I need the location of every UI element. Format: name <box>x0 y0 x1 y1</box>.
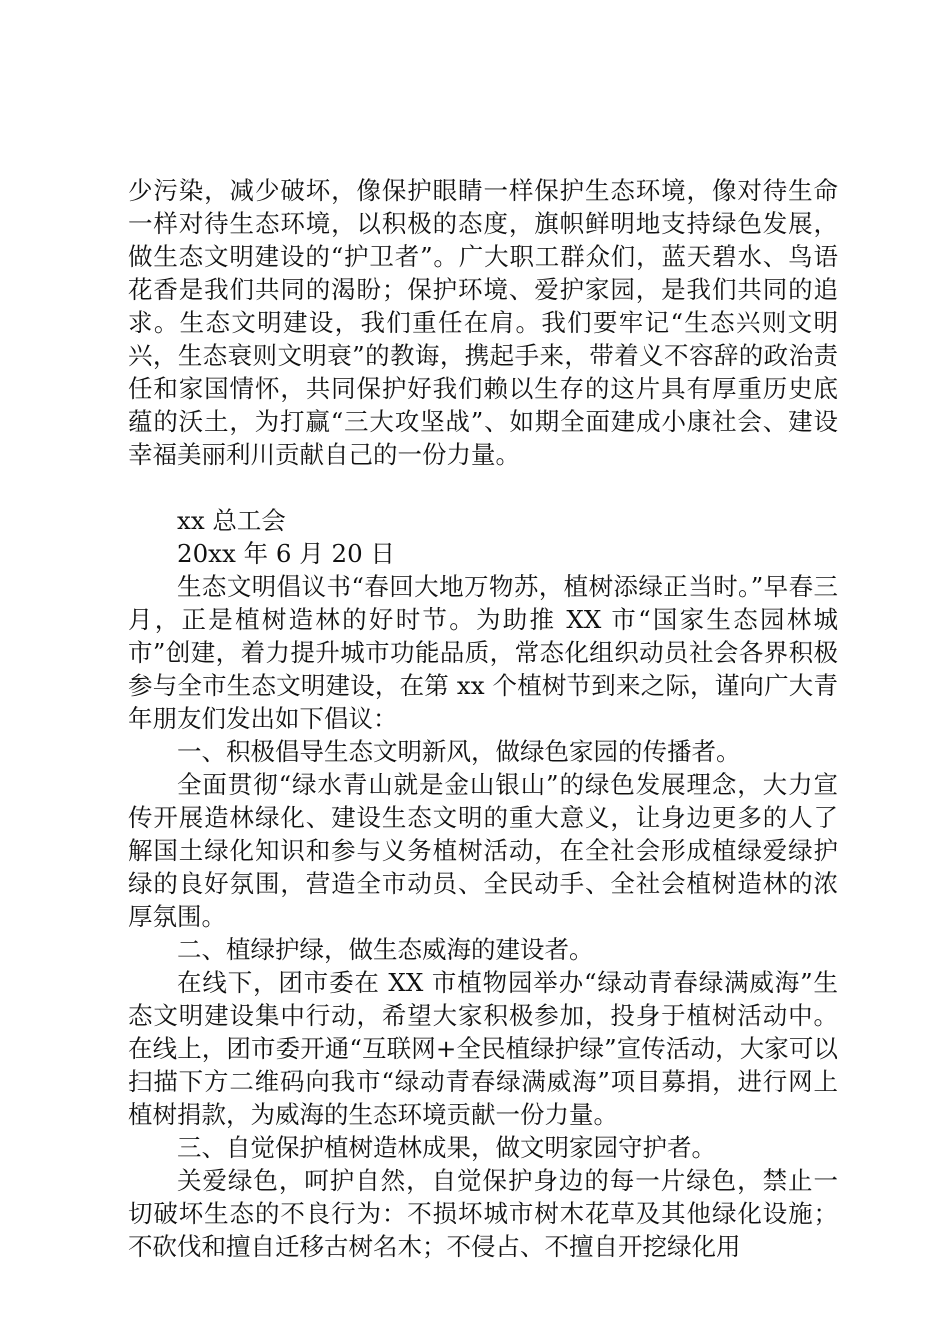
signature-org: xx 总工会 <box>177 506 286 535</box>
document-body <box>128 174 838 1263</box>
signature-date: 20xx 年 6 月 20 日 <box>177 539 396 568</box>
paragraph-intro: 生态文明倡议书“春回大地万物苏，植树添绿正当时。”早春三月，正是植树造林的好时节。为助推 XX 市“国家生态园林城市”创建，着力提升城市功能品质，常态化组织动员社会各界积极参与全市生态文明建设，在第 xx 个植树节到来之际，谨向广大青年朋友们发出如下倡议： <box>128 572 838 733</box>
section-heading-1: 一、积极倡导生态文明新风，做绿色家园的传播者。 <box>177 737 741 766</box>
section-heading-3: 三、自觉保护植树造林成果，做文明家园守护者。 <box>177 1133 716 1162</box>
paragraph-continuation: 少污染，减少破坏，像保护眼睛一样保护生态环境，像对待生命一样对待生态环境，以积极的态度，旗帜鲜明地支持绿色发展，做生态文明建设的“护卫者”。广大职工群众们，蓝天碧水、鸟语花香是我们共同的渴盼；保护环境、爱护家园，是我们共同的追求。生态文明建设，我们重任在肩。我们要牢记“生态兴则文明兴，生态衰则文明衰”的教诲，携起手来，带着义不容辞的政治责任和家国情怀，共同保护好我们赖以生存的这片具有厚重历史底蕴的沃土，为打赢“三大攻坚战”、如期全面建成小康社会、建设幸福美丽利川贡献自己的一份力量。 <box>128 176 838 469</box>
paragraph-gap <box>128 471 838 504</box>
paragraph-section-1: 全面贯彻“绿水青山就是金山银山”的绿色发展理念，大力宣传开展造林绿化、建设生态文明的重大意义，让身边更多的人了解国土绿化知识和参与义务植树活动，在全社会形成植绿爱绿护绿的良好氛围，营造全市动员、全民动手、全社会植树造林的浓厚氛围。 <box>128 770 838 931</box>
paragraph-section-3: 关爱绿色，呵护自然，自觉保护身边的每一片绿色，禁止一切破坏生态的不良行为：不损坏城市树木花草及其他绿化设施；不砍伐和擅自迁移古树名木；不侵占、不擅自开挖绿化用 <box>128 1166 838 1261</box>
paragraph-section-2: 在线下，团市委在 XX 市植物园举办“绿动青春绿满威海”生态文明建设集中行动，希望大家积极参加，投身于植树活动中。在线上，团市委开通“互联网+全民植绿护绿”宣传活动，大家可以扫描下方二维码向我市“绿动青春绿满威海”项目募捐，进行网上植树捐款，为威海的生态环境贡献一份力量。 <box>128 968 838 1129</box>
section-heading-2: 二、植绿护绿，做生态威海的建设者。 <box>177 935 594 964</box>
